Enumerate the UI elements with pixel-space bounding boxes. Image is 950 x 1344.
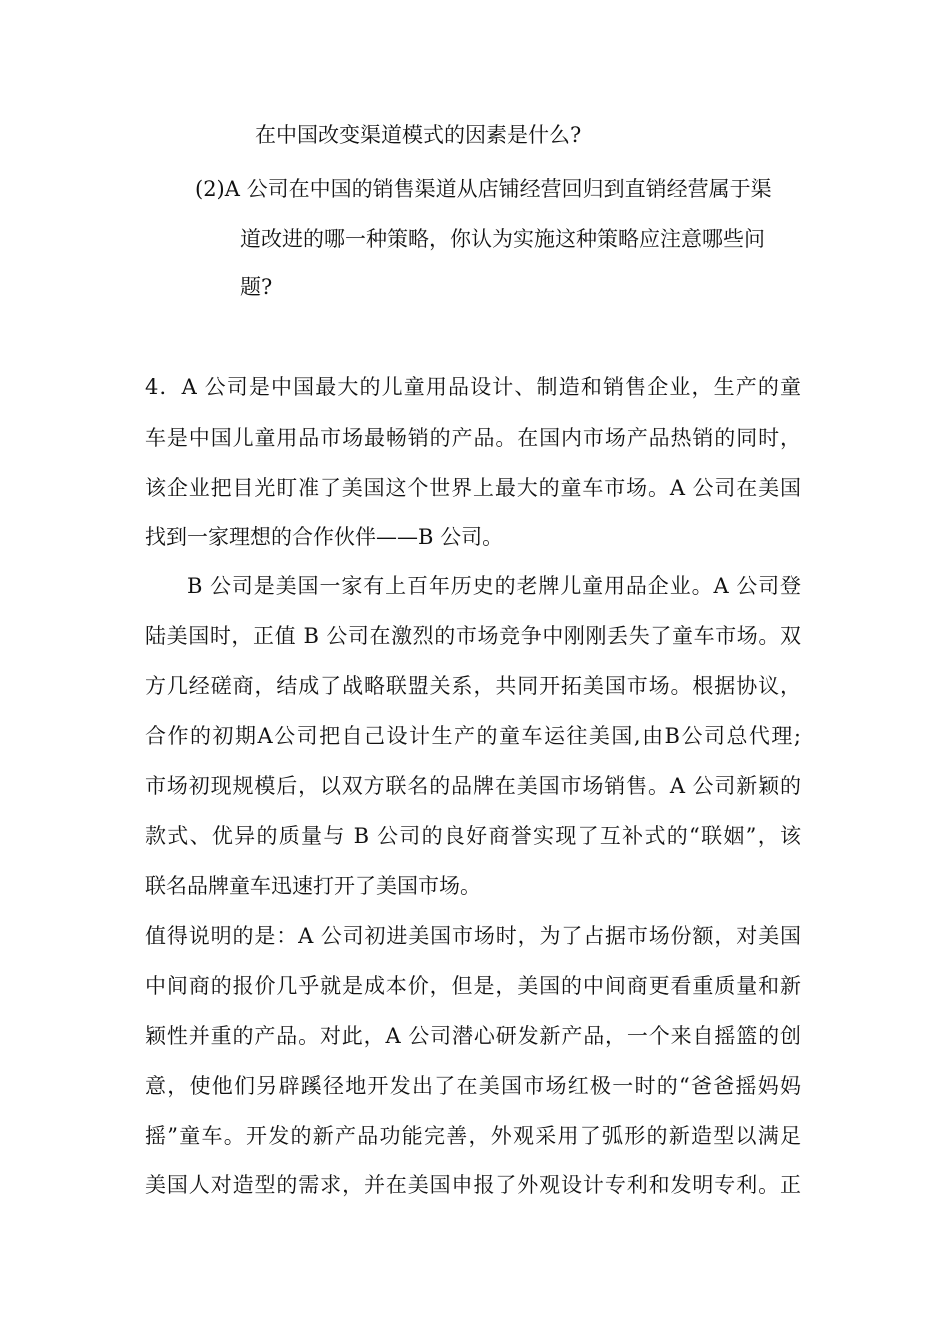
- case-4-p1-line-1: 4．A 公司是中国最大的儿童用品设计、制造和销售企业，生产的童: [145, 375, 801, 399]
- question-2-line-1: (2)A 公司在中国的销售渠道从店铺经营回归到直销经营属于渠: [195, 177, 772, 201]
- question-2-line-3: 题?: [240, 275, 273, 299]
- case-4-p2-line-7: 联名品牌童车迅速打开了美国市场。: [145, 874, 481, 898]
- case-4-p2-line-1: B 公司是美国一家有上百年历史的老牌儿童用品企业。A 公司登: [187, 574, 801, 598]
- case-4-p1-line-4: 找到一家理想的合作伙伴——B 公司。: [145, 525, 504, 549]
- case-4-p3-line-1: 值得说明的是：A 公司初进美国市场时，为了占据市场份额，对美国: [145, 924, 801, 948]
- case-4-p2-line-2: 陆美国时，正值 B 公司在激烈的市场竞争中刚刚丢失了童车市场。双: [145, 624, 801, 648]
- case-4-p3-line-3: 颖性并重的产品。对此，A 公司潜心研发新产品，一个来自摇篮的创: [145, 1024, 801, 1048]
- case-4-p2-line-5: 市场初现规模后，以双方联名的品牌在美国市场销售。A 公司新颖的: [145, 774, 801, 798]
- question-1-tail: 在中国改变渠道模式的因素是什么?: [255, 123, 582, 147]
- case-4-p3-line-5: 摇”童车。开发的新产品功能完善，外观采用了弧形的新造型以满足: [145, 1124, 801, 1148]
- case-4-p2-line-6: 款式、优异的质量与 B 公司的良好商誉实现了互补式的“联姻”，该: [145, 824, 801, 848]
- case-4-p3-line-4: 意，使他们另辟蹊径地开发出了在美国市场红极一时的“爸爸摇妈妈: [145, 1074, 801, 1098]
- question-2-line-2: 道改进的哪一种策略，你认为实施这种策略应注意哪些问: [240, 227, 765, 251]
- case-4-p1-line-3: 该企业把目光盯准了美国这个世界上最大的童车市场。A 公司在美国: [145, 476, 801, 500]
- case-4-p2-line-3: 方几经磋商，结成了战略联盟关系，共同开拓美国市场。根据协议，: [145, 674, 801, 698]
- case-4-p1-line-2: 车是中国儿童用品市场最畅销的产品。在国内市场产品热销的同时，: [145, 426, 801, 450]
- case-4-p3-line-6: 美国人对造型的需求，并在美国申报了外观设计专利和发明专利。正: [145, 1173, 801, 1197]
- case-4-p2-line-4: 合作的初期A公司把自己设计生产的童车运往美国,由B公司总代理;: [145, 724, 801, 748]
- case-4-p3-line-2: 中间商的报价几乎就是成本价，但是，美国的中间商更看重质量和新: [145, 974, 801, 998]
